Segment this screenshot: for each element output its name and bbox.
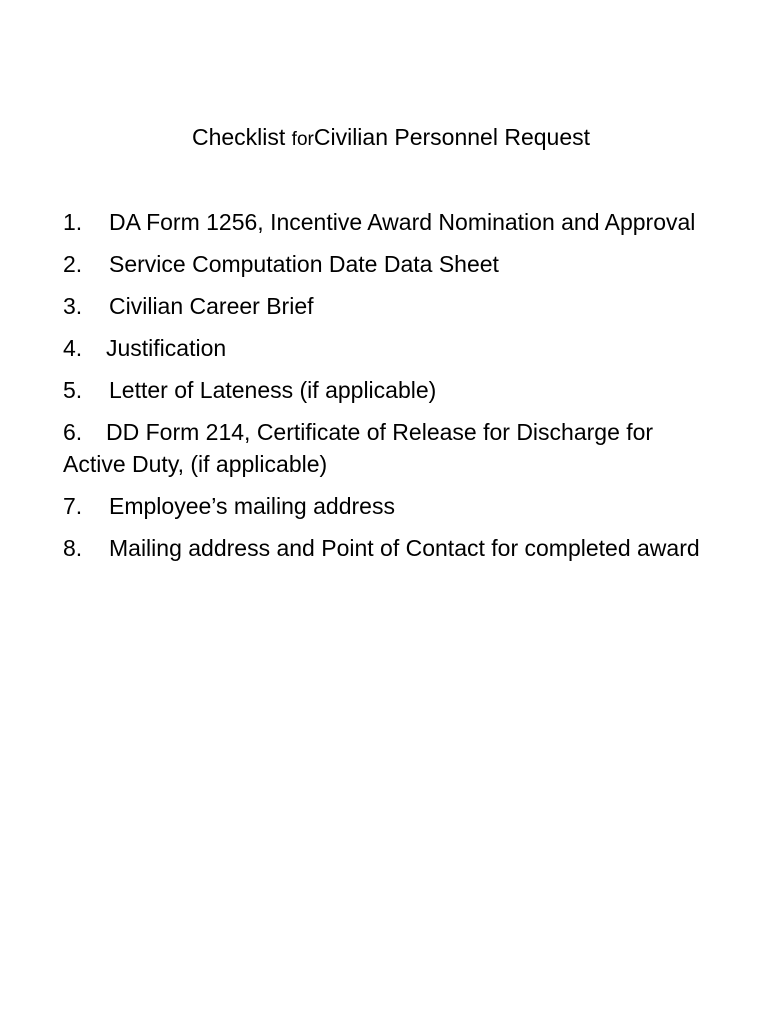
item-text: Justification xyxy=(106,335,227,361)
item-text: Service Computation Date Data Sheet xyxy=(109,251,499,277)
item-number: 1. xyxy=(63,209,83,235)
item-text: DA Form 1256, Incentive Award Nomination and Approval xyxy=(109,209,696,235)
item-text: Civilian Career Brief xyxy=(109,293,314,319)
list-item xyxy=(63,532,703,564)
checklist xyxy=(63,206,703,574)
list-item xyxy=(63,490,703,522)
list-item xyxy=(63,290,703,322)
list-item xyxy=(63,416,703,480)
item-number: 4. xyxy=(63,335,83,361)
title-part-for: for xyxy=(291,129,314,150)
item-text: Mailing address and Point of Contact for completed award xyxy=(109,535,700,561)
item-number: 7. xyxy=(63,493,83,519)
item-text: Employee’s mailing address xyxy=(109,493,395,519)
list-item xyxy=(63,206,703,238)
title-part-request: Civilian Personnel Request xyxy=(313,124,591,150)
item-number: 2. xyxy=(63,251,83,277)
item-number: 5. xyxy=(63,377,83,403)
item-number: 3. xyxy=(63,293,83,319)
item-number: 6. xyxy=(63,419,83,445)
list-item xyxy=(63,374,703,406)
title-part-checklist: Checklist xyxy=(191,124,292,150)
item-text: Letter of Lateness (if applicable) xyxy=(109,377,437,403)
list-item xyxy=(63,248,703,280)
item-text: DD Form 214, Certificate of Release for Discharge for Active Duty, (if applicable) xyxy=(63,419,654,477)
item-number: 8. xyxy=(63,535,83,561)
list-item xyxy=(63,332,703,364)
page-title xyxy=(0,123,770,154)
